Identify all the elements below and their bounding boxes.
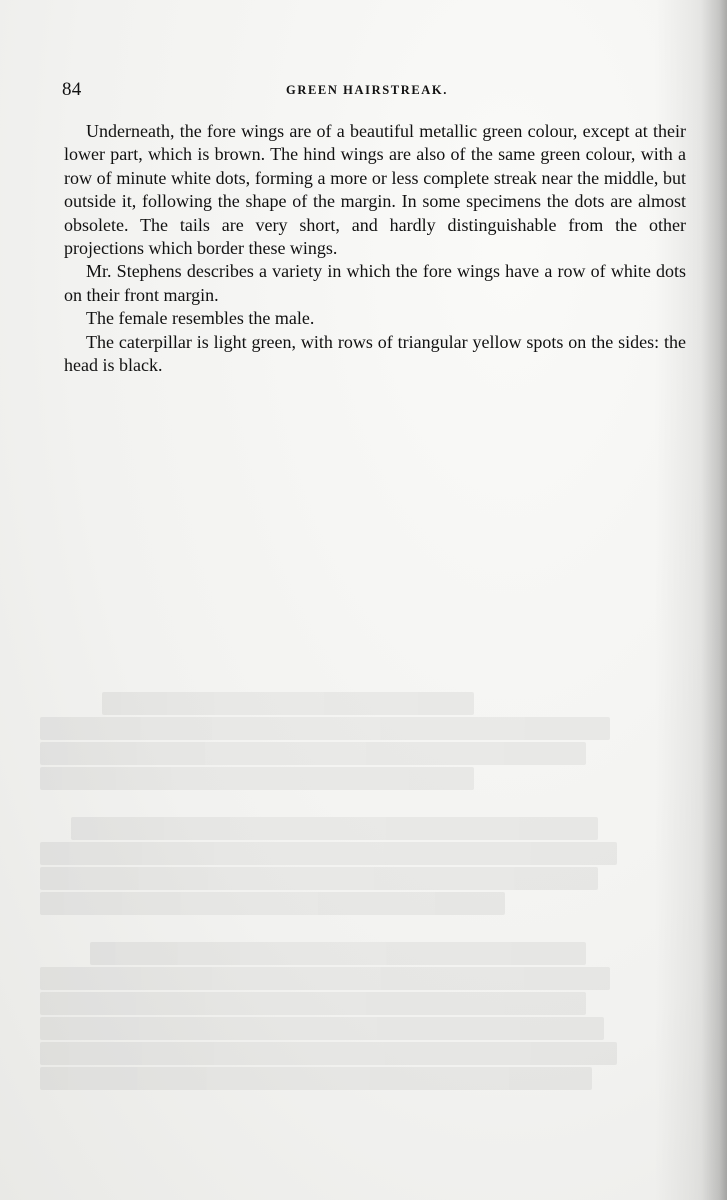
ghost-line	[40, 1067, 592, 1090]
body-text	[64, 120, 686, 377]
paragraph-female: The female resembles the male.	[86, 308, 315, 329]
ghost-line	[40, 742, 586, 765]
ghost-line	[40, 767, 474, 790]
paragraph-caterpillar: The caterpillar is light green, with rows of triangular yellow spots on the sides: the head is black.	[64, 331, 686, 376]
ghost-line	[71, 817, 598, 840]
ghost-line	[40, 867, 598, 890]
ghost-line	[40, 842, 617, 865]
reverse-page-show-through	[40, 690, 660, 1110]
running-title: GREEN HAIRSTREAK.	[286, 83, 448, 97]
paragraph-underside-description: Underneath, the fore wings are of a beautiful metallic green colour, except at their lower part, which is brown. The hind wings are also of the same green colour, with a row of minute white dots, forming a more or less complete streak near the middle, but outside it, following the shape of the margin. In some specimens the dots are almost obsolete. The tails are very short, and hardly distinguishable from the other projections which border these wings.	[64, 121, 686, 259]
paragraph-stephens-variety: Mr. Stephens describes a variety in which the fore wings have a row of white dots on their front margin.	[64, 261, 686, 305]
page-edge-shadow	[701, 0, 727, 1200]
ghost-line	[40, 892, 505, 915]
ghost-line	[40, 967, 610, 990]
ghost-line	[40, 1017, 604, 1040]
ghost-line	[40, 717, 610, 740]
ghost-line	[40, 992, 586, 1015]
page-header	[62, 79, 687, 103]
page-number: 84	[62, 79, 82, 100]
ghost-line	[102, 692, 474, 715]
ghost-line	[90, 942, 586, 965]
ghost-line	[40, 1042, 617, 1065]
